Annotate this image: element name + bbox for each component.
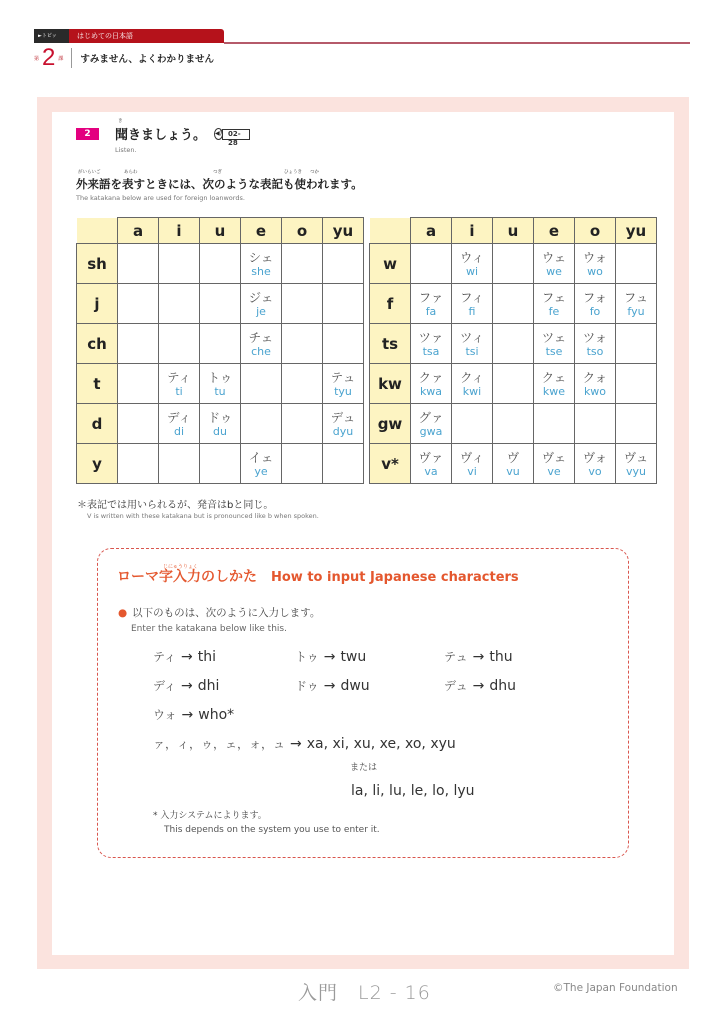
input-rule bbox=[295, 648, 366, 665]
table-cell bbox=[575, 364, 616, 404]
table-cell bbox=[200, 404, 241, 444]
cell-romaji: ve bbox=[547, 464, 561, 478]
intro bbox=[76, 166, 363, 202]
column-header: e bbox=[534, 218, 575, 244]
cell-romaji: gwa bbox=[419, 424, 443, 438]
small-kana-list: ァ，ィ，ゥ，ェ，ォ，ュ bbox=[153, 737, 286, 751]
table-cell bbox=[159, 324, 200, 364]
lesson-suffix: 課 bbox=[58, 55, 64, 62]
cell-romaji: fe bbox=[548, 304, 560, 318]
table-cell bbox=[323, 404, 364, 444]
cell-kana: ヴ bbox=[506, 449, 520, 465]
lesson-heading bbox=[34, 46, 214, 70]
header-tabs bbox=[34, 29, 224, 53]
table-cell bbox=[159, 244, 200, 284]
cell-romaji: di bbox=[173, 424, 185, 438]
cell-kana: フォ bbox=[582, 289, 608, 305]
rule-input: dhi bbox=[197, 678, 220, 694]
row-header: kw bbox=[370, 364, 411, 404]
intro-japanese: 外来語を表すときには、次のような表記も使われます。 bbox=[76, 177, 363, 191]
cell-kana: フィ bbox=[459, 289, 484, 305]
cell-kana: クァ bbox=[418, 369, 444, 385]
row-header: v* bbox=[370, 444, 411, 484]
audio-track-code: 02-28 bbox=[222, 129, 250, 140]
rule-input: thu bbox=[489, 649, 513, 665]
table-cell bbox=[241, 364, 282, 404]
column-header: o bbox=[282, 218, 323, 244]
cell-romaji: vu bbox=[506, 464, 520, 478]
cell-kana: ツィ bbox=[459, 329, 485, 345]
cell-kana: シェ bbox=[248, 249, 274, 265]
box-title-jp: ローマ字入力のしかた bbox=[117, 569, 257, 585]
column-header: yu bbox=[323, 218, 364, 244]
lesson-separator bbox=[71, 48, 72, 68]
table-cell bbox=[411, 364, 452, 404]
table-row bbox=[370, 444, 657, 484]
table-cell bbox=[200, 444, 241, 484]
table-cell bbox=[411, 324, 452, 364]
table-cell bbox=[241, 324, 282, 364]
l-input-list: la, li, lu, le, lo, lyu bbox=[351, 783, 475, 799]
table-row bbox=[370, 284, 657, 324]
table-cell bbox=[452, 444, 493, 484]
cell-kana: ウィ bbox=[459, 249, 485, 265]
cell-kana: クォ bbox=[582, 369, 608, 385]
v-note bbox=[77, 490, 319, 520]
section-number-badge: 2 bbox=[76, 128, 99, 140]
table-cell bbox=[118, 404, 159, 444]
arrow-icon: → bbox=[472, 678, 485, 694]
row-header: t bbox=[77, 364, 118, 404]
table-cell bbox=[452, 244, 493, 284]
table-corner bbox=[77, 218, 118, 244]
table-cell bbox=[411, 284, 452, 324]
table-cell bbox=[534, 364, 575, 404]
table-row bbox=[77, 404, 364, 444]
page-number: 入門 L2 - 16 bbox=[298, 982, 431, 1004]
rule-input: twu bbox=[340, 649, 367, 665]
intro-english: The katakana below are used for foreign loanwords. bbox=[76, 194, 245, 202]
column-header: a bbox=[118, 218, 159, 244]
cell-romaji: ti bbox=[175, 384, 183, 398]
cell-romaji: fi bbox=[468, 304, 476, 318]
lesson-title: すみません、よくわかりません bbox=[80, 54, 214, 65]
table-row bbox=[370, 244, 657, 284]
input-rule bbox=[153, 648, 216, 665]
column-header: u bbox=[493, 218, 534, 244]
rule-kana: テュ bbox=[444, 650, 468, 664]
bullet-icon: ● bbox=[118, 607, 128, 619]
input-rule bbox=[153, 677, 219, 694]
table-cell bbox=[323, 324, 364, 364]
table-cell bbox=[282, 444, 323, 484]
table-cell bbox=[452, 324, 493, 364]
topic-label: ►トピック bbox=[34, 29, 69, 43]
table-cell bbox=[411, 444, 452, 484]
furigana: ひょうき bbox=[284, 170, 302, 175]
cell-romaji: kwa bbox=[419, 384, 443, 398]
table-cell bbox=[493, 324, 534, 364]
rule-input: dwu bbox=[340, 678, 370, 694]
table-row bbox=[77, 324, 364, 364]
input-rule bbox=[295, 677, 370, 694]
cell-romaji: kwe bbox=[542, 384, 566, 398]
rule-kana: デュ bbox=[444, 679, 468, 693]
cell-romaji: tsa bbox=[422, 344, 440, 358]
table-cell bbox=[159, 284, 200, 324]
table-cell bbox=[534, 404, 575, 444]
rule-input: dhu bbox=[489, 678, 517, 694]
table-cell bbox=[411, 244, 452, 284]
cell-romaji: vo bbox=[588, 464, 602, 478]
table-cell bbox=[282, 244, 323, 284]
cell-kana: ファ bbox=[418, 289, 444, 305]
table-cell bbox=[616, 444, 657, 484]
cell-kana: トゥ bbox=[207, 369, 233, 385]
bullet-jp: 以下のものは、次のように入力します。 bbox=[132, 607, 321, 619]
input-rule bbox=[444, 648, 513, 665]
table-cell bbox=[575, 244, 616, 284]
bullet-english: Enter the katakana below like this. bbox=[131, 624, 287, 634]
table-cell bbox=[282, 284, 323, 324]
table-cell bbox=[575, 404, 616, 444]
table-cell bbox=[118, 284, 159, 324]
arrow-icon: → bbox=[323, 649, 336, 665]
table-cell bbox=[493, 284, 534, 324]
cell-kana: フェ bbox=[541, 289, 567, 305]
arrow-icon: → bbox=[472, 649, 485, 665]
row-header: f bbox=[370, 284, 411, 324]
katakana-table-right bbox=[369, 217, 657, 484]
arrow-icon: → bbox=[181, 707, 194, 723]
column-header-row bbox=[77, 218, 364, 244]
table-cell bbox=[452, 404, 493, 444]
cell-romaji: wi bbox=[465, 264, 479, 278]
input-rule bbox=[153, 706, 234, 723]
table-cell bbox=[200, 364, 241, 404]
cell-kana: ヴォ bbox=[582, 449, 608, 465]
title-furigana: き bbox=[118, 119, 123, 124]
table-cell bbox=[616, 244, 657, 284]
column-header: i bbox=[159, 218, 200, 244]
note-english: V is written with these katakana but is pronounced like b when spoken. bbox=[87, 512, 319, 520]
footnote-en: This depends on the system you use to enter it. bbox=[164, 825, 380, 835]
note-japanese: ＊表記では用いられるが、発音はbと同じ。 bbox=[77, 500, 274, 511]
arrow-icon: → bbox=[181, 649, 193, 665]
furigana: つぎ bbox=[213, 170, 222, 175]
cell-romaji: tyu bbox=[334, 384, 352, 398]
rule-input: who* bbox=[198, 707, 235, 723]
row-header: ts bbox=[370, 324, 411, 364]
cell-romaji: je bbox=[256, 304, 266, 318]
table-cell bbox=[118, 244, 159, 284]
table-cell bbox=[241, 284, 282, 324]
table-row bbox=[77, 244, 364, 284]
rule-kana: トゥ bbox=[295, 650, 319, 664]
table-cell bbox=[493, 404, 534, 444]
table-cell bbox=[323, 244, 364, 284]
topic-title: はじめての日本語 bbox=[69, 29, 224, 43]
table-cell bbox=[534, 444, 575, 484]
footnote-jp: * 入力システムによります。 bbox=[153, 811, 267, 821]
cell-romaji: she bbox=[251, 264, 271, 278]
cell-romaji: fo bbox=[589, 304, 601, 318]
table-cell bbox=[241, 244, 282, 284]
cell-kana: イェ bbox=[248, 449, 274, 465]
box-title-furigana: じにゅうりょく bbox=[163, 564, 198, 570]
input-bullet bbox=[118, 605, 320, 620]
cell-romaji: du bbox=[213, 424, 227, 438]
or-label: または bbox=[350, 763, 378, 773]
arrow-icon: → bbox=[323, 678, 336, 694]
cell-kana: ウォ bbox=[582, 249, 608, 265]
column-header: yu bbox=[616, 218, 657, 244]
table-cell bbox=[534, 244, 575, 284]
table-cell bbox=[452, 284, 493, 324]
section-title: 聞きましょう。 bbox=[115, 128, 207, 143]
cell-kana: ツォ bbox=[582, 329, 608, 345]
table-cell bbox=[241, 404, 282, 444]
table-cell bbox=[575, 324, 616, 364]
cell-romaji: ye bbox=[254, 464, 268, 478]
row-header: j bbox=[77, 284, 118, 324]
table-cell bbox=[282, 364, 323, 404]
cell-romaji: tu bbox=[214, 384, 226, 398]
cell-kana: クェ bbox=[541, 369, 567, 385]
katakana-table-left bbox=[76, 217, 364, 484]
cell-kana: ジェ bbox=[248, 289, 274, 305]
cell-romaji: vi bbox=[467, 464, 477, 478]
cell-romaji: dyu bbox=[332, 424, 354, 438]
cell-kana: ティ bbox=[166, 369, 191, 385]
table-cell bbox=[118, 364, 159, 404]
table-cell bbox=[616, 324, 657, 364]
cell-kana: ヴェ bbox=[541, 449, 567, 465]
table-cell bbox=[200, 324, 241, 364]
table-cell bbox=[493, 444, 534, 484]
table-cell bbox=[159, 444, 200, 484]
table-cell bbox=[323, 284, 364, 324]
furigana: つか bbox=[310, 170, 319, 175]
cell-kana: テュ bbox=[330, 369, 356, 385]
row-header: y bbox=[77, 444, 118, 484]
table-cell bbox=[118, 444, 159, 484]
table-cell bbox=[282, 324, 323, 364]
table-row bbox=[370, 324, 657, 364]
table-cell bbox=[118, 324, 159, 364]
furigana: がいらいご bbox=[78, 170, 101, 175]
table-cell bbox=[200, 244, 241, 284]
cell-romaji: tso bbox=[586, 344, 604, 358]
table-cell bbox=[200, 284, 241, 324]
table-corner bbox=[370, 218, 411, 244]
cell-kana: クィ bbox=[459, 369, 484, 385]
cell-romaji: fa bbox=[425, 304, 437, 318]
row-header: w bbox=[370, 244, 411, 284]
table-cell bbox=[616, 364, 657, 404]
header-divider bbox=[224, 42, 690, 44]
rule-kana: ティ bbox=[153, 650, 177, 664]
table-cell bbox=[493, 244, 534, 284]
table-cell bbox=[323, 364, 364, 404]
table-cell bbox=[616, 284, 657, 324]
cell-romaji: we bbox=[546, 264, 562, 278]
table-cell bbox=[323, 444, 364, 484]
cell-kana: チェ bbox=[248, 329, 274, 345]
small-kana-rule bbox=[153, 735, 456, 752]
arrow-icon: → bbox=[290, 736, 302, 752]
table-cell bbox=[411, 404, 452, 444]
row-header: d bbox=[77, 404, 118, 444]
audio-track-button[interactable] bbox=[214, 128, 250, 147]
row-header: sh bbox=[77, 244, 118, 284]
cell-romaji: va bbox=[424, 464, 438, 478]
cell-romaji: wo bbox=[587, 264, 603, 278]
table-cell bbox=[575, 444, 616, 484]
column-header: e bbox=[241, 218, 282, 244]
row-header: gw bbox=[370, 404, 411, 444]
input-rule bbox=[444, 677, 516, 694]
rule-input: thi bbox=[197, 649, 217, 665]
cell-kana: ツェ bbox=[541, 329, 567, 345]
cell-romaji: tse bbox=[545, 344, 563, 358]
lesson-number: 2 bbox=[42, 44, 56, 71]
column-header: i bbox=[452, 218, 493, 244]
cell-romaji: tsi bbox=[465, 344, 479, 358]
table-row bbox=[370, 364, 657, 404]
table-row bbox=[370, 404, 657, 444]
column-header: u bbox=[200, 218, 241, 244]
cell-kana: フュ bbox=[623, 289, 649, 305]
column-header-row bbox=[370, 218, 657, 244]
table-row bbox=[77, 444, 364, 484]
cell-romaji: kwo bbox=[583, 384, 607, 398]
table-cell bbox=[575, 284, 616, 324]
input-box-title bbox=[117, 566, 519, 586]
cell-kana: ツァ bbox=[418, 329, 444, 345]
section-subtitle: Listen. bbox=[115, 146, 137, 154]
cell-romaji: kwi bbox=[462, 384, 482, 398]
column-header: a bbox=[411, 218, 452, 244]
speaker-icon: ◀) bbox=[214, 128, 223, 140]
table-cell bbox=[159, 364, 200, 404]
cell-kana: ヴァ bbox=[418, 449, 444, 465]
table-cell bbox=[452, 364, 493, 404]
rule-kana: ドゥ bbox=[295, 679, 319, 693]
cell-romaji: che bbox=[251, 344, 271, 358]
table-cell bbox=[159, 404, 200, 444]
cell-kana: ウェ bbox=[541, 249, 567, 265]
table-row bbox=[77, 284, 364, 324]
table-cell bbox=[493, 364, 534, 404]
table-cell bbox=[282, 404, 323, 444]
cell-kana: ドゥ bbox=[207, 409, 233, 425]
box-title-en: How to input Japanese characters bbox=[271, 570, 519, 585]
row-header: ch bbox=[77, 324, 118, 364]
furigana: あらわ bbox=[124, 170, 138, 175]
cell-kana: ヴュ bbox=[623, 449, 649, 465]
table-cell bbox=[534, 324, 575, 364]
x-input-list: xa, xi, xu, xe, xo, xyu bbox=[306, 736, 456, 752]
cell-kana: グァ bbox=[418, 409, 444, 425]
rule-kana: ウォ bbox=[153, 708, 177, 722]
rule-kana: ディ bbox=[153, 679, 177, 693]
cell-romaji: vyu bbox=[626, 464, 646, 478]
cell-kana: ヴィ bbox=[459, 449, 485, 465]
table-cell bbox=[616, 404, 657, 444]
arrow-icon: → bbox=[181, 678, 193, 694]
column-header: o bbox=[575, 218, 616, 244]
table-cell bbox=[534, 284, 575, 324]
copyright: ©The Japan Foundation bbox=[553, 982, 678, 994]
cell-kana: ディ bbox=[166, 409, 191, 425]
cell-romaji: fyu bbox=[627, 304, 645, 318]
table-row bbox=[77, 364, 364, 404]
cell-kana: デュ bbox=[330, 409, 356, 425]
table-cell bbox=[241, 444, 282, 484]
lesson-prefix: 第 bbox=[34, 55, 40, 62]
